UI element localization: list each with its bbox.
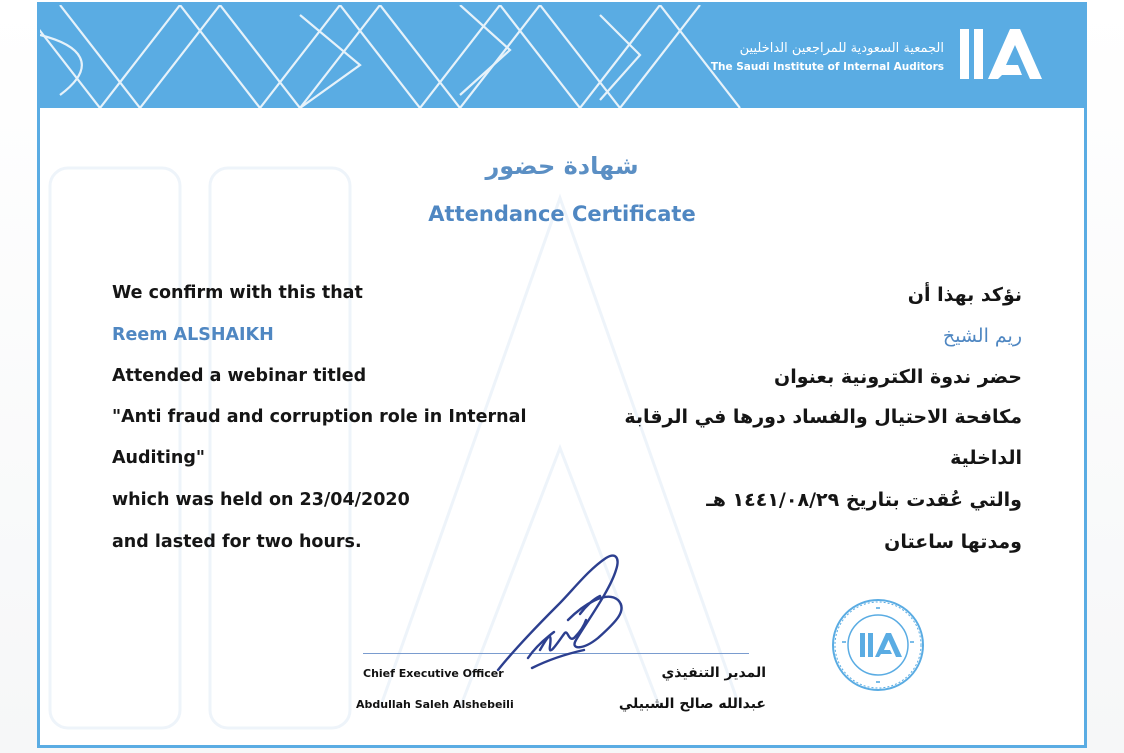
signatory-title-ar: المدير التنفيذي	[661, 665, 766, 681]
org-name-english: The Saudi Institute of Internal Auditors	[710, 61, 944, 73]
confirm-text-ar: نؤكد بهذا أن	[907, 284, 1022, 306]
confirm-text-en: We confirm with this that	[112, 283, 363, 303]
header-pattern-decoration	[40, 5, 760, 108]
signatory-name-ar: عبدالله صالح الشبيلي	[618, 696, 766, 712]
webinar-title-ar-line2: الداخلية	[950, 447, 1022, 469]
official-seal-icon	[830, 597, 926, 693]
certificate-title-arabic: شهادة حضور	[485, 152, 639, 180]
signatory-title-en: Chief Executive Officer	[363, 667, 504, 680]
date-text-ar: والتي عُقدت بتاريخ ١٤٤١/٠٨/٢٩ هـ	[706, 489, 1022, 511]
date-text-en: which was held on 23/04/2020	[112, 490, 410, 510]
duration-text-en: and lasted for two hours.	[112, 532, 362, 552]
attended-text-ar: حضر ندوة الكترونية بعنوان	[774, 366, 1022, 388]
certificate-title-english: Attendance Certificate	[428, 202, 696, 226]
iia-logo-icon	[958, 25, 1042, 83]
webinar-title-en-line1: "Anti fraud and corruption role in Internal	[112, 407, 527, 427]
certificate-header	[40, 5, 1084, 108]
signatory-name-en: Abdullah Saleh Alshebeili	[356, 698, 514, 711]
certificate	[37, 2, 1087, 748]
webinar-title-ar-line1: مكافحة الاحتيال والفساد دورها في الرقابة	[624, 406, 1022, 428]
attendee-name-en: Reem ALSHAIKH	[112, 325, 274, 345]
signature-icon	[488, 550, 638, 680]
org-name-arabic: الجمعية السعودية للمراجعين الداخليين	[739, 41, 944, 56]
attendee-name-ar: ريم الشيخ	[942, 325, 1022, 347]
attended-text-en: Attended a webinar titled	[112, 366, 367, 386]
duration-text-ar: ومدتها ساعتان	[884, 531, 1022, 553]
webinar-title-en-line2: Auditing"	[112, 448, 205, 468]
